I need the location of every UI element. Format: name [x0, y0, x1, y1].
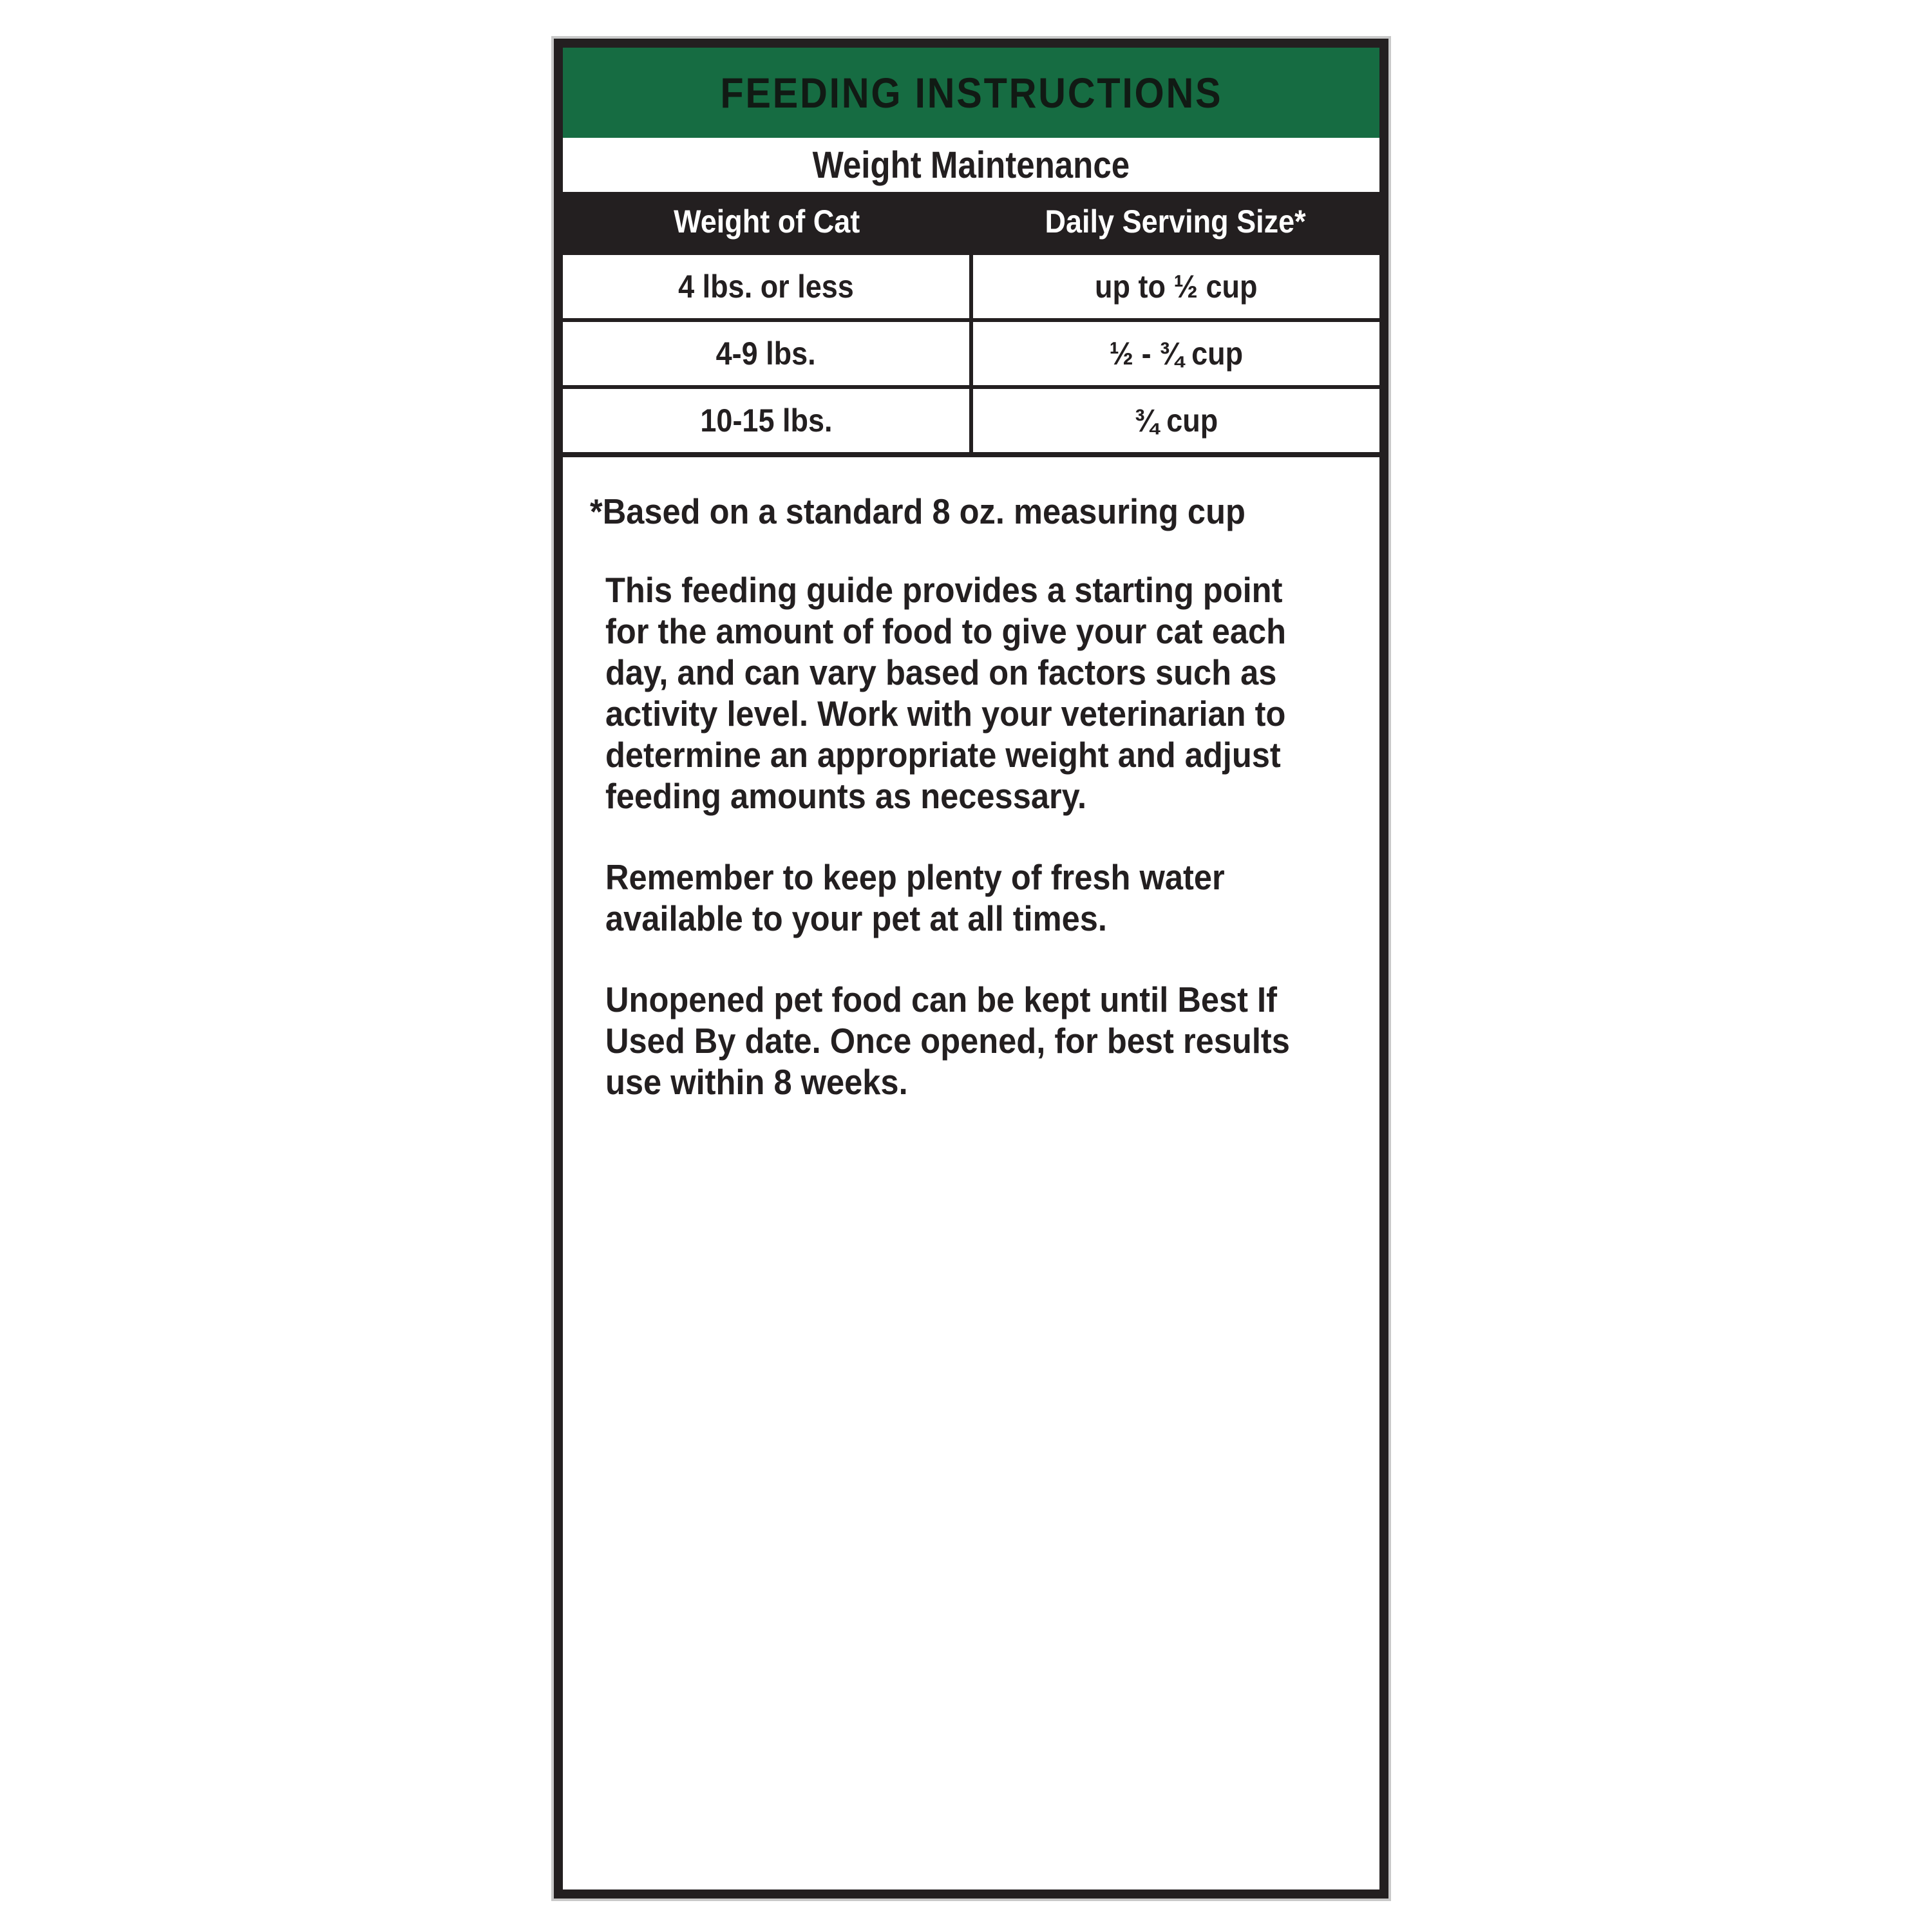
storage-paragraph: Unopened pet food can be kept until Best If Used By date. Once opened, for best results use within 8 weeks. — [605, 980, 1290, 1102]
subtitle: Weight Maintenance — [812, 144, 1130, 186]
cell-serving: up to ½ cup — [971, 253, 1379, 320]
title-bar — [563, 48, 1379, 138]
subtitle-bar — [563, 138, 1379, 192]
notes-section — [563, 457, 1379, 1103]
cell-serving: ½ - ¾ cup — [971, 320, 1379, 387]
feeding-instructions-panel — [554, 39, 1388, 1899]
cell-weight: 4 lbs. or less — [563, 253, 971, 320]
page-title: FEEDING INSTRUCTIONS — [719, 69, 1223, 117]
column-header-weight: Weight of Cat — [563, 192, 971, 253]
feeding-table — [563, 192, 1379, 457]
table-header-row — [563, 192, 1379, 253]
footnote: *Based on a standard 8 oz. measuring cup — [590, 491, 1245, 531]
cell-weight: 4-9 lbs. — [563, 320, 971, 387]
cell-serving: ¾ cup — [971, 387, 1379, 455]
table-row — [563, 387, 1379, 455]
table-row — [563, 320, 1379, 387]
cell-weight: 10-15 lbs. — [563, 387, 971, 455]
water-paragraph: Remember to keep plenty of fresh water available to your pet at all times. — [605, 857, 1225, 938]
feeding-guide-paragraph: This feeding guide provides a starting point for the amount of food to give your cat each day, and can vary based on factors such as activity level. Work with your veterinarian to determine an appropriate weight and adjust feeding amounts as necessary. — [605, 570, 1287, 816]
table-row — [563, 253, 1379, 320]
column-header-serving: Daily Serving Size* — [971, 192, 1379, 253]
